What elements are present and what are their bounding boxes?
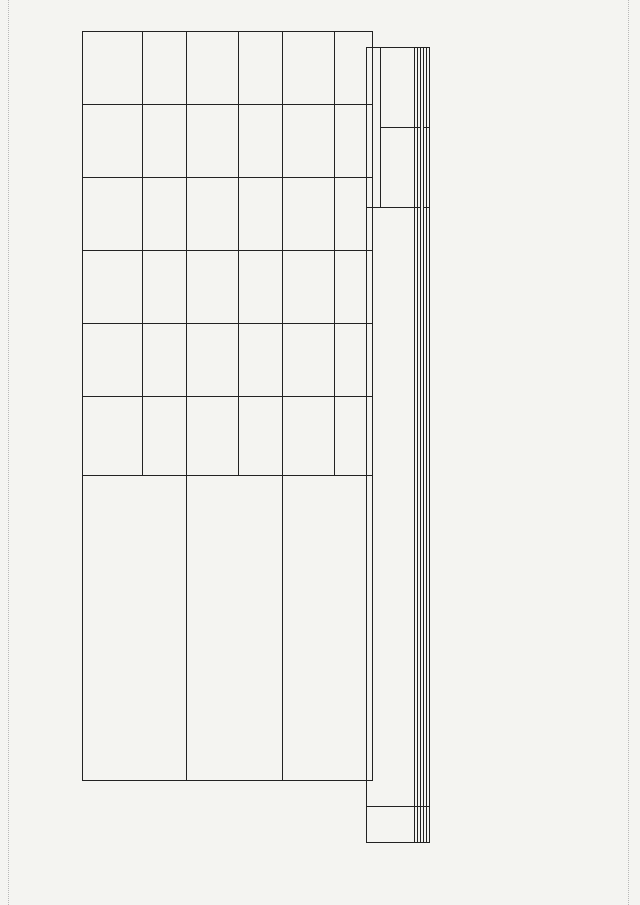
row-label-cell — [143, 396, 187, 476]
value-cell — [239, 323, 283, 396]
header-year — [367, 48, 381, 208]
indicator-name-cell — [283, 476, 373, 781]
row-name — [427, 207, 430, 806]
value-cell — [187, 250, 239, 323]
value-cell — [283, 104, 335, 177]
header-name — [367, 207, 415, 806]
row-label-cell — [187, 396, 239, 476]
header-num — [367, 807, 415, 843]
value-cell — [239, 250, 283, 323]
value-cell — [283, 177, 335, 250]
planned-value — [427, 127, 430, 207]
value-cell — [283, 323, 335, 396]
header-actual — [381, 48, 415, 128]
table-row — [187, 32, 239, 781]
row-label-cell — [283, 396, 335, 476]
table-row — [427, 48, 430, 843]
value-cell — [83, 104, 143, 177]
indicator-name-cell — [83, 476, 187, 781]
row-number — [427, 807, 430, 843]
value-cell — [143, 32, 187, 105]
row-label-cell — [239, 396, 283, 476]
value-cell — [283, 250, 335, 323]
value-cell — [143, 250, 187, 323]
value-cell — [143, 323, 187, 396]
value-cell — [187, 177, 239, 250]
value-cell — [187, 32, 239, 105]
value-cell — [239, 177, 283, 250]
indicator-name-cell — [187, 476, 283, 781]
table-header-row — [367, 48, 381, 843]
actual-value — [427, 48, 430, 128]
row-label-cell — [83, 396, 143, 476]
value-cell — [187, 323, 239, 396]
value-cell — [83, 323, 143, 396]
table-row — [83, 32, 143, 781]
value-cell — [239, 32, 283, 105]
value-cell — [187, 104, 239, 177]
value-cell — [143, 104, 187, 177]
value-cell — [239, 104, 283, 177]
value-cell — [283, 32, 335, 105]
table-row — [283, 32, 335, 781]
value-cell — [83, 32, 143, 105]
value-cell — [143, 177, 187, 250]
header-planned — [381, 127, 415, 207]
indicators-table — [82, 31, 373, 781]
program-report-table — [366, 47, 430, 843]
value-cell — [83, 250, 143, 323]
value-cell — [83, 177, 143, 250]
